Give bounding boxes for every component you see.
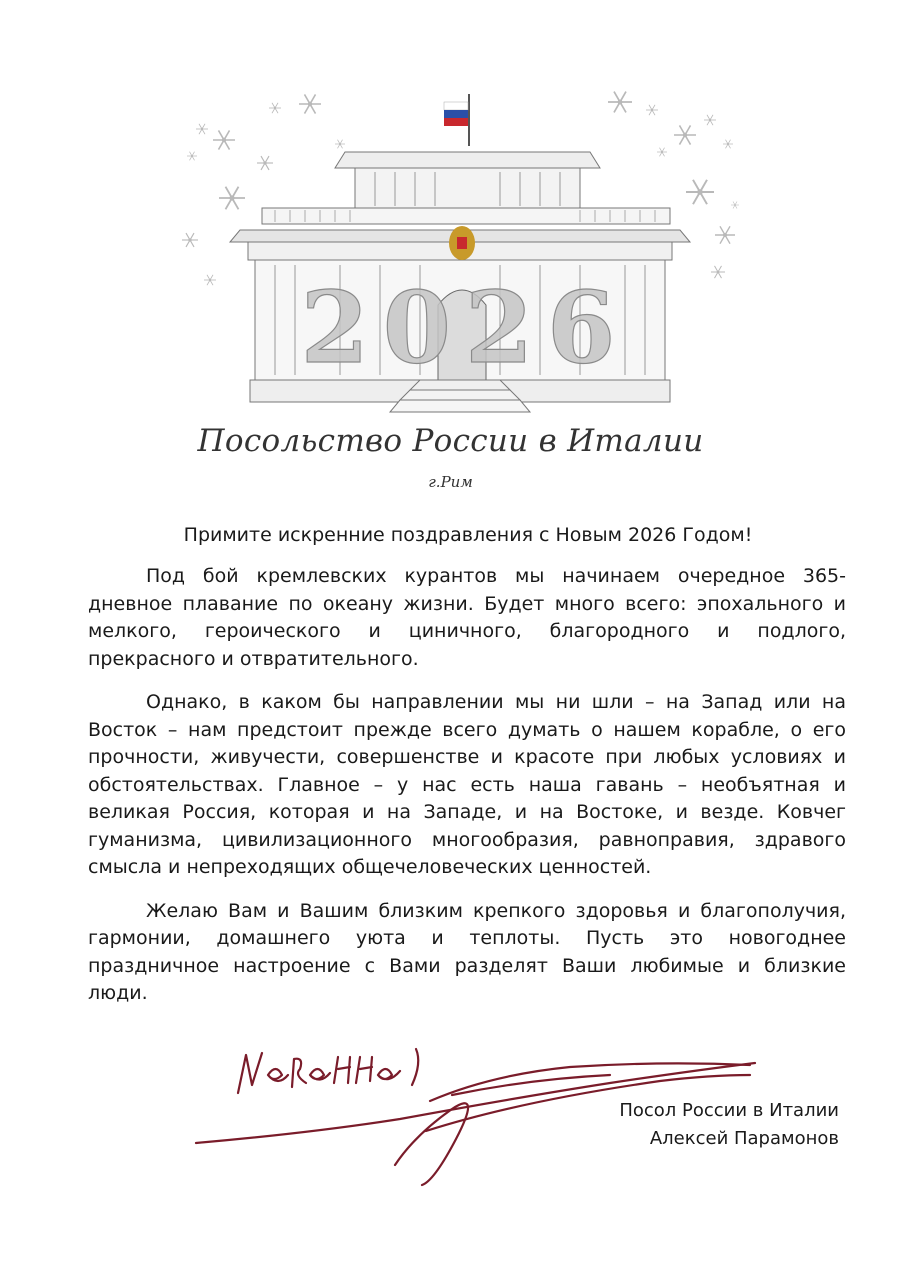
greeting-heading: Примите искренние поздравления с Новым 2026 Годом!: [183, 524, 753, 546]
signatory-position: Посол России в Италии: [619, 1100, 839, 1121]
letter-body: [88, 563, 846, 1024]
coat-of-arms-icon: [449, 226, 475, 260]
russian-flag-icon: [444, 94, 469, 146]
signatory-block: [619, 1097, 839, 1153]
year-numeral: 2026: [300, 271, 630, 386]
paragraph-1: Под бой кремлевских курантов мы начинаем очередное 365-дневное плавание по океану жизни. Будет много всего: эпохального и мелкого, героического и циничного, благородного и подлого, прекрасного и отвратительного.: [88, 565, 846, 670]
embassy-name: Посольство России в Италии: [197, 423, 704, 459]
signatory-name: Алексей Парамонов: [649, 1128, 839, 1149]
paragraph-3: Желаю Вам и Вашим близким крепкого здоровья и благополучия, гармонии, домашнего уюта и теплоты. Пусть это новогоднее праздничное настроение с Вами разделят Ваши любимые и близкие люди.: [88, 899, 846, 1004]
embassy-building-illustration: [180, 80, 740, 425]
paragraph-2: Однако, в каком бы направлении мы ни шли – на Запад или на Восток – нам предстоит прежде всего думать о нашем корабле, о его прочности, живучести, совершенстве и красоте при любых условиях и обстоятельствах. Главное – у нас есть наша гавань – необъятная и великая Россия, которая и на Западе, и на Востоке, и везде. Ковчег гуманизма, цивилизационного многообразия, равноправия, здравого смысла и непреходящих общечеловеческих ценностей.: [88, 691, 846, 878]
city-name: г.Рим: [428, 473, 473, 491]
